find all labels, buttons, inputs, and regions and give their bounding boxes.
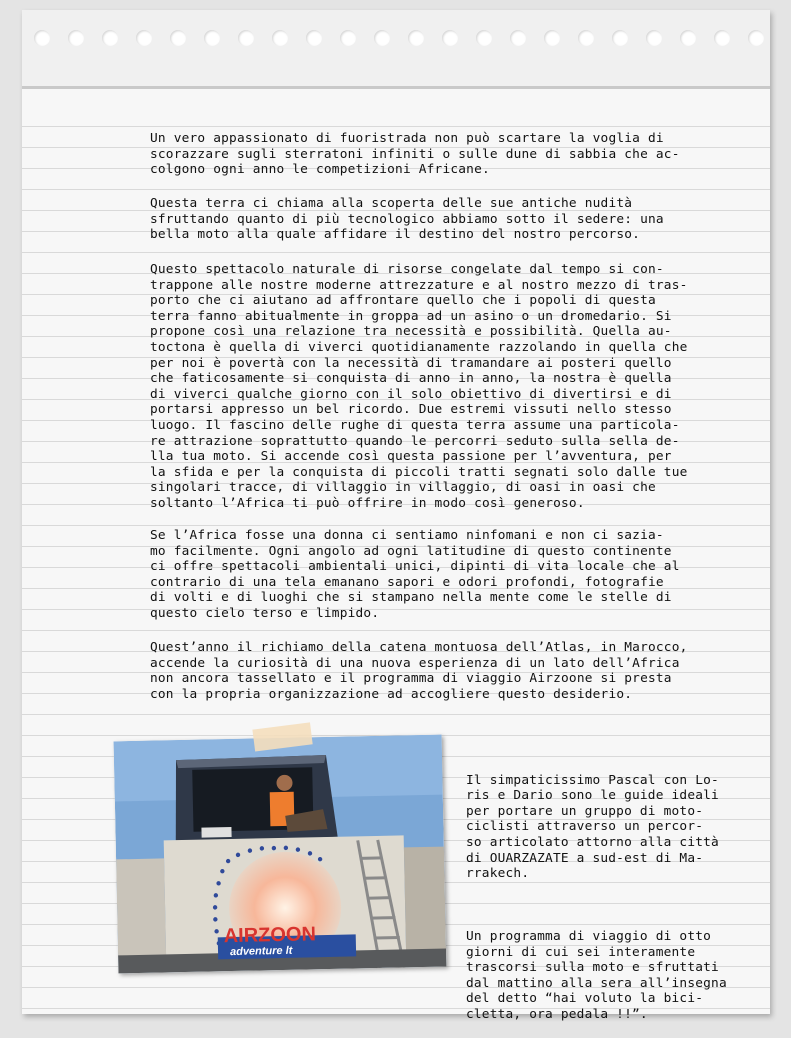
binder-hole	[102, 30, 118, 46]
binder-hole	[578, 30, 594, 46]
binder-holes	[34, 30, 764, 52]
binder-hole	[136, 30, 152, 46]
binder-hole	[510, 30, 526, 46]
paragraph-terra: Questa terra ci chiama alla scoperta delle sue antiche nudità sfruttando quanto di più tecnologico abbiamo sotto il sedere: una bella moto alla quale affidare il destino del nostro percorso.	[150, 196, 720, 243]
binder-hole	[680, 30, 696, 46]
paragraph-spettacolo: Questo spettacolo naturale di risorse congelate dal tempo si con- trappone alle nostre moderne attrezzature e al nostro mezzo di tras- porto che ci aiutano ad affrontare quello che i popoli di questa terra fanno abitualmente in groppa ad un asino o un dromedario. Si propone così una relazione tra necessità e possibilità. Quella au- toctona è quella di viverci quotidianamente razzolando in quella che per noi è povertà con la necessità di tramandare ai posteri quello che faticosamente si conquista di anno in anno, la nostra è quella di viverci qualche giorno con il solo obiettivo di divertirsi e di portarsi appresso un bel ricordo. Due estremi vissuti nello stesso luogo. Il fascino delle rughe di questa terra assume una particola- re attrazione soprattutto quando le percorri seduto sulla sella de- lla tua moto. Si accende così questa passione per l’avventura, per la sfida e per la conquista di piccoli tratti segnati solo dalle tue singolari tracce, di villaggio in villaggio, di oasi in oasi che soltanto l’Africa ti può offrire in modo così generoso.	[150, 262, 720, 512]
binder-hole	[544, 30, 560, 46]
airzoone-logo-subtext: adventure lt	[230, 945, 294, 958]
photo-frame	[114, 735, 447, 974]
binder-hole	[374, 30, 390, 46]
side-column	[466, 757, 746, 1038]
binder-hole	[476, 30, 492, 46]
binder-hole	[34, 30, 50, 46]
paragraph-programma: Un programma di viaggio di otto giorni di cui sei interamente trascorsi sulla moto e sfruttati dal mattino alla sera all’insegna del detto “hai voluto la bici- cletta, ora pedala !!”.	[466, 929, 746, 1023]
binder-hole	[340, 30, 356, 46]
binder-hole	[442, 30, 458, 46]
binder-hole	[646, 30, 662, 46]
paragraph-guide: Il simpaticissimo Pascal con Lo- ris e Dario sono le guide ideali per portare un gruppo di moto- ciclisti attraverso un percor- so articolato attorno alla città di OUARZAZATE a sud-est di Ma- rrakech.	[466, 773, 746, 882]
paragraph-atlas: Quest’anno il richiamo della catena montuosa dell’Atlas, in Marocco, accende la curiosità di una nuova esperienza di un lato dell’Africa non ancora tassellato e il programma di viaggio Airzoone si presta con la propria organizzazione ad accogliere questo desiderio.	[150, 640, 720, 702]
binder-hole	[306, 30, 322, 46]
binder-hole	[272, 30, 288, 46]
paragraph-intro: Un vero appassionato di fuoristrada non può scartare la voglia di scorazzare sugli sterratoni infiniti o sulle dune di sabbia che ac- colgono ogni anno le competizioni Africane.	[150, 131, 720, 178]
truck-photo	[114, 735, 447, 974]
binder-hole	[714, 30, 730, 46]
binder-hole	[170, 30, 186, 46]
binder-hole	[68, 30, 84, 46]
binder-hole	[204, 30, 220, 46]
paragraph-africa: Se l’Africa fosse una donna ci sentiamo ninfomani e non ci sazia- mo facilmente. Ogni angolo ad ogni latitudine di questo continente ci offre spettacoli ambientali unici, dipinti di vita locale che al contrario di una tela emanano sapori e odori profondi, fotografie di volti e di luoghi che si stampano nella mente come le stelle di questo cielo terso e limpido.	[150, 528, 720, 622]
binder-hole	[612, 30, 628, 46]
page-header-strip	[22, 10, 770, 89]
binder-hole	[408, 30, 424, 46]
binder-hole	[238, 30, 254, 46]
airzoone-logo: AIRZOON	[223, 923, 316, 947]
binder-hole	[748, 30, 764, 46]
